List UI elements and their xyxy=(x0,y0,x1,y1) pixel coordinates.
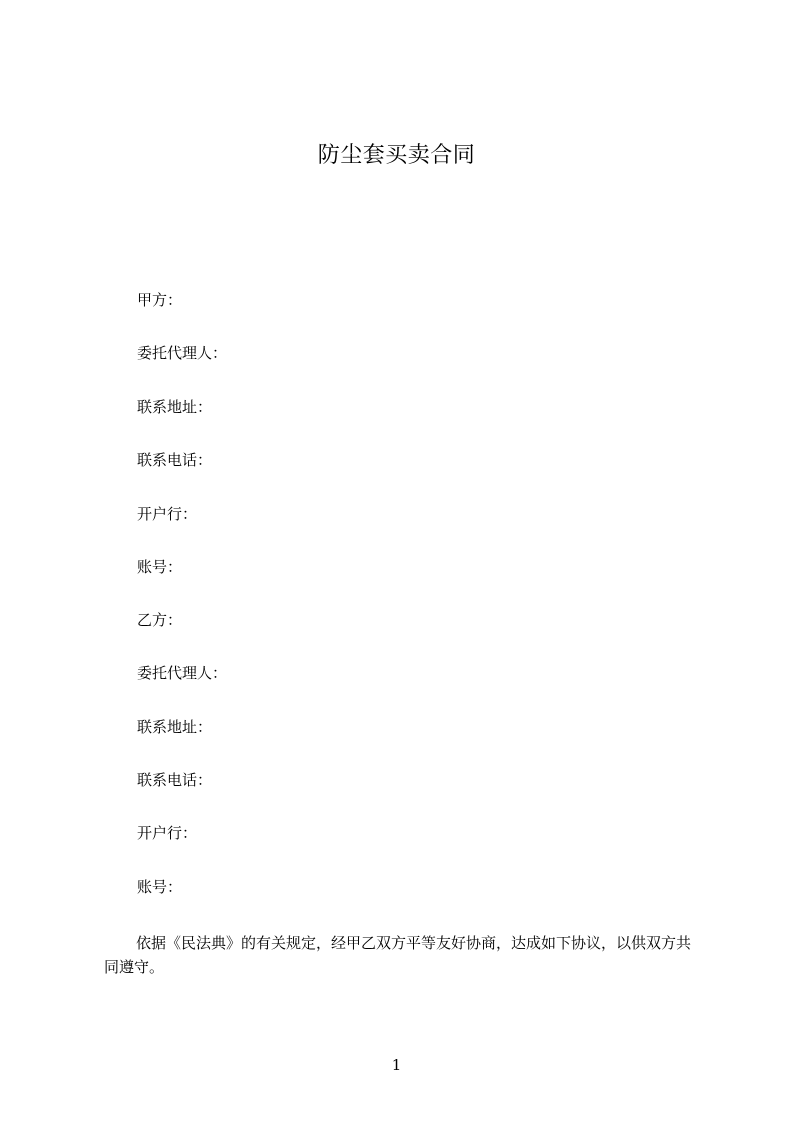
intro-paragraph: 依据《民法典》的有关规定，经甲乙双方平等友好协商，达成如下协议，以供双方共同遵守。 xyxy=(104,934,692,976)
page-number: 1 xyxy=(391,1056,402,1074)
party-a-address-label: 联系地址： xyxy=(137,398,213,416)
party-b-label: 乙方： xyxy=(137,611,183,629)
contract-title: 防尘套买卖合同 xyxy=(317,143,476,168)
party-b-agent-label: 委托代理人： xyxy=(137,664,228,682)
party-a-bank-label: 开户行： xyxy=(137,505,198,523)
party-b-address-label: 联系地址： xyxy=(137,718,213,736)
party-a-label: 甲方： xyxy=(137,291,183,309)
party-a-account-label: 账号： xyxy=(137,558,183,576)
party-b-bank-label: 开户行： xyxy=(137,824,198,842)
party-a-agent-label: 委托代理人： xyxy=(137,344,228,362)
party-b-account-label: 账号： xyxy=(137,878,183,896)
party-b-phone-label: 联系电话： xyxy=(137,771,213,789)
party-a-phone-label: 联系电话： xyxy=(137,451,213,469)
